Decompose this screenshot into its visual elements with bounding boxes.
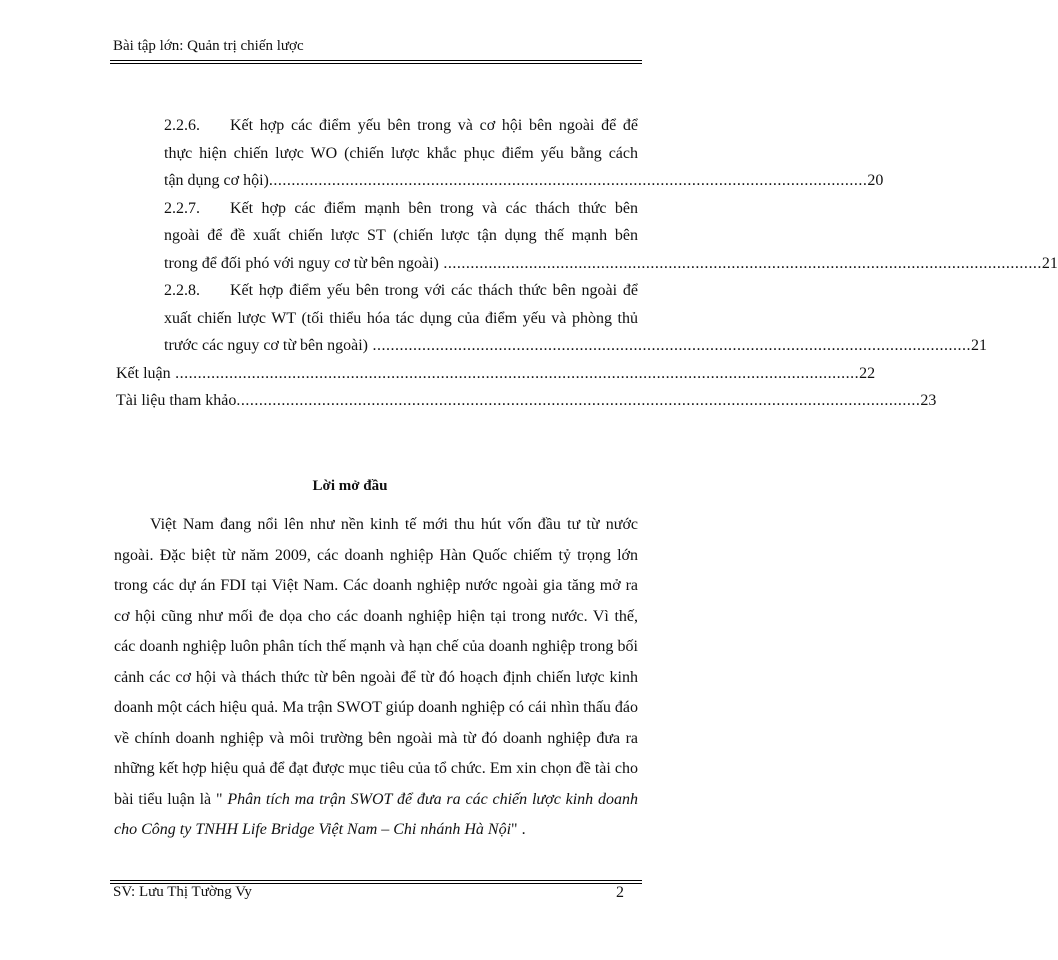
paragraph-text-end: " .: [511, 821, 526, 838]
toc-entry-last-line: [164, 250, 1058, 278]
intro-paragraph: [114, 510, 638, 846]
toc-entry-title-line1: Kết hợp điểm yếu bên trong với các thách thức bên ngoài để: [230, 282, 638, 299]
toc-entry-page: 21: [1041, 254, 1058, 272]
toc-entry-number: 2.2.6.: [164, 117, 200, 134]
toc-entry-line: [164, 195, 638, 223]
toc-entry-2-2-6[interactable]: [116, 112, 884, 195]
toc-entry-number: 2.2.7.: [164, 199, 200, 217]
toc-entry-title-line2: thực hiện chiến lược WO (chiến lược khắc phục điểm yếu bằng cách: [164, 144, 638, 162]
toc-entry-title-line3: tận dụng cơ hội): [164, 172, 269, 189]
toc-leader-dots: .....................................................................................................................................: [367, 337, 971, 354]
toc-entry-title-line3: trước các nguy cơ từ bên ngoài): [164, 337, 368, 354]
toc-entry-line: [164, 112, 638, 140]
table-of-contents: [116, 112, 1058, 415]
toc-entry-page: 23: [920, 392, 937, 409]
toc-entry-label: Kết luận: [116, 364, 171, 382]
toc-leader-dots: ........................................................................................................................................................: [236, 392, 921, 409]
toc-entry-references[interactable]: [116, 387, 937, 415]
paragraph-text: Việt Nam đang nổi lên như nền kinh tế mới thu hút vốn đầu tư từ nước ngoài. Đặc biệt từ năm 2009, các doanh nghiệp Hàn Quốc chiếm tỷ trọng lớn trong các dự án FDI tại Việt Nam. Các doanh nghiệp nước ngoài gia tăng mở ra cơ hội cũng như mối đe dọa cho các doanh nghiệp hiện tại trong nước. Vì thế, các doanh nghiệp luôn phân tích thế mạnh và hạn chế của doanh nghiệp trong bối cảnh các cơ hội và thách thức từ bên ngoài để từ đó hoạch định chiến lược kinh doanh một cách hiệu quả. Ma trận SWOT giúp doanh nghiệp có cái nhìn thấu đáo về chính doanh nghiệp và môi trường bên ngoài mà từ đó doanh nghiệp đưa ra những kết hợp hiệu quả để đạt được mục tiêu của tổ chức. Em xin chọn đề tài cho bài tiểu luận là ": [114, 516, 638, 808]
footer-author: SV: Lưu Thị Tường Vy: [113, 884, 252, 900]
toc-leader-dots: .....................................................................................................................................: [438, 254, 1042, 272]
paragraph-topic-italic: Phân tích ma trận SWOT để đưa ra các chiến lược kinh doanh cho Công ty TNHH Life Bridge Việt Nam – Chi nhánh Hà Nội: [114, 790, 638, 838]
toc-entry-title-line3: trong để đối phó với nguy cơ từ bên ngoài): [164, 254, 439, 272]
toc-entry-2-2-8[interactable]: [116, 277, 987, 360]
toc-entry-title-line1: Kết hợp các điểm mạnh bên trong và các thách thức bên: [230, 199, 638, 217]
toc-entry-number: 2.2.8.: [164, 282, 200, 299]
toc-entry-label: Tài liệu tham khảo: [116, 392, 237, 409]
page-number: 2: [616, 884, 624, 901]
toc-entry-conclusion[interactable]: [116, 360, 876, 388]
toc-leader-dots: .....................................................................................................................................: [268, 172, 868, 189]
toc-entry-title-line1: Kết hợp các điểm yếu bên trong và cơ hội bên ngoài để để: [230, 117, 638, 134]
running-header: Bài tập lớn: Quản trị chiến lược: [113, 38, 304, 54]
toc-entry-title-line2: ngoài để đề xuất chiến lược ST (chiến lược tận dụng thế mạnh bên: [164, 227, 638, 244]
header-divider: [110, 60, 642, 64]
section-title: Lời mở đầu: [312, 478, 388, 494]
toc-entry-last-line: [116, 387, 937, 415]
toc-leader-dots: ........................................................................................................................................................: [170, 364, 860, 382]
toc-entry-last-line: [116, 360, 876, 388]
toc-entry-line: [164, 277, 638, 305]
toc-entry-page: 22: [859, 364, 876, 382]
toc-entry-last-line: [164, 167, 884, 195]
toc-entry-page: 21: [970, 337, 987, 354]
toc-entry-title-line2: xuất chiến lược WT (tối thiểu hóa tác dụng của điểm yếu và phòng thủ: [164, 309, 638, 327]
toc-entry-last-line: [164, 332, 987, 360]
toc-entry-2-2-7[interactable]: [116, 195, 1058, 278]
toc-entry-page: 20: [867, 172, 884, 189]
